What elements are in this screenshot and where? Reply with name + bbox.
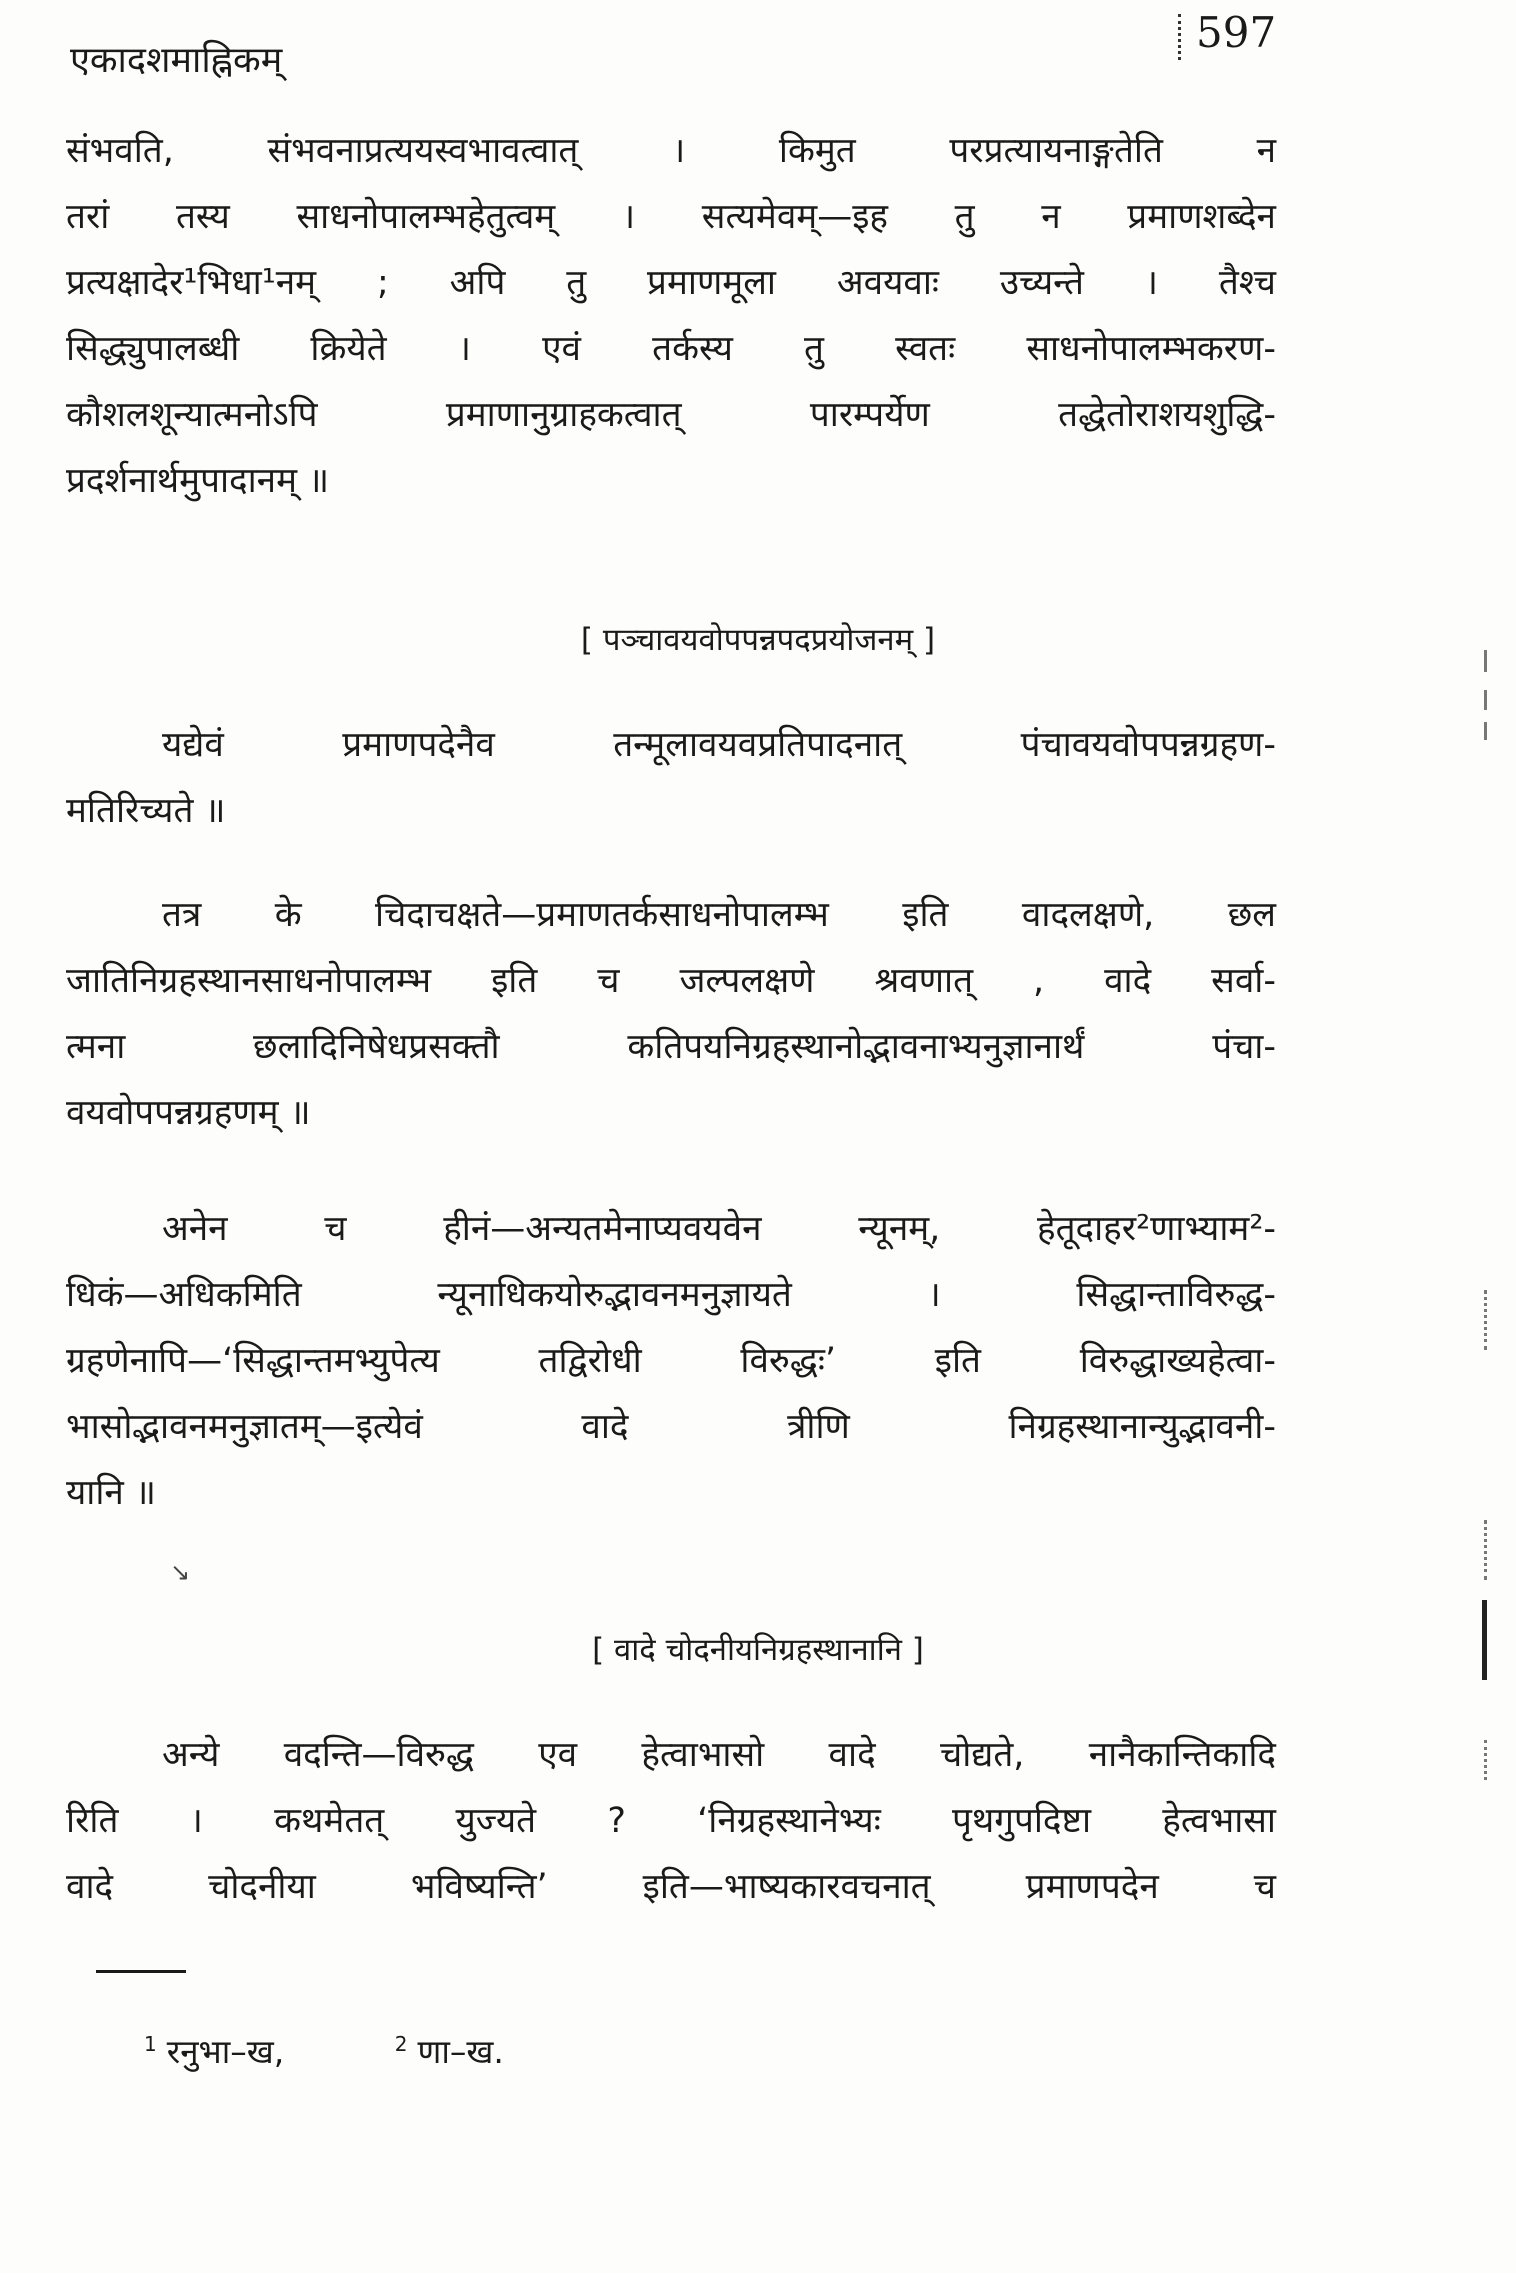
stray-mark: ↘ [170, 1558, 191, 1586]
scan-artifact [1484, 722, 1487, 740]
text-line: तत्र के चिदाचक्षते—प्रमाणतर्कसाधनोपालम्भ इति वादलक्षणे, छल [162, 895, 1276, 935]
footnotes [144, 2028, 604, 2073]
paragraph-1 [66, 118, 1276, 514]
footnote-rule [96, 1970, 186, 1973]
section-heading-2: [ वादे चोदनीयनिग्रहस्थानानि ] [592, 1632, 924, 1668]
text-line: त्मना छलादिनिषेधप्रसक्तौ कतिपयनिग्रहस्थानोद्भावनाभ्यनुज्ञानार्थं पंचा- [66, 1027, 1276, 1067]
paragraph-3 [66, 882, 1276, 1146]
text-line: तरां तस्य साधनोपालम्भहेतुत्वम् । सत्यमेवम्—इह तु न प्रमाणशब्देन [66, 197, 1276, 237]
header-divider [1178, 14, 1183, 60]
text-line: कौशलशून्यात्मनोऽपि प्रमाणानुग्राहकत्वात् पारम्पर्येण तद्धेतोराशयशुद्धि- [66, 395, 1276, 435]
page-number: 597 [1196, 8, 1277, 57]
text-line: अनेन च हीनं—अन्यतमेनाप्यवयवेन न्यूनम्, हेतूदाहर²णाभ्याम²- [162, 1209, 1276, 1249]
text-line: वयवोपपन्नग्रहणम् ॥ [66, 1093, 311, 1133]
paragraph-4 [66, 1196, 1276, 1526]
text-line: वादे चोदनीया भविष्यन्ति’ इति—भाष्यकारवचनात् प्रमाणपदेन च [66, 1867, 1276, 1907]
text-line: अन्ये वदन्ति—विरुद्ध एव हेत्वाभासो वादे चोद्यते, नानैकान्तिकादि [162, 1735, 1276, 1775]
paragraph-5 [66, 1722, 1276, 1920]
footnote [144, 2032, 284, 2071]
scan-artifact [1482, 1600, 1487, 1680]
text-line: जातिनिग्रहस्थानसाधनोपालम्भ इति च जल्पलक्षणे श्रवणात् , वादे सर्वा- [66, 961, 1276, 1001]
text-line: धिकं—अधिकमिति न्यूनाधिकयोरुद्भावनमनुज्ञायते । सिद्धान्ताविरुद्ध- [66, 1275, 1276, 1315]
text-line: यद्येवं प्रमाणपदेनैव तन्मूलावयवप्रतिपादनात् पंचावयवोपपन्नग्रहण- [162, 725, 1276, 765]
footnote-text: णा–ख. [417, 2032, 504, 2071]
text-line: ग्रहणेनापि—‘सिद्धान्तमभ्युपेत्य तद्विरोधी विरुद्धः’ इति विरुद्धाख्यहेत्वा- [66, 1341, 1276, 1381]
text-line: यानि ॥ [66, 1473, 156, 1513]
text-line: भासोद्भावनमनुज्ञातम्—इत्येवं वादे त्रीणि निग्रहस्थानान्युद्भावनी- [66, 1407, 1276, 1447]
text-line: सिद्ध्युपालब्धी क्रियेते । एवं तर्कस्य तु स्वतः साधनोपालम्भकरण- [66, 329, 1276, 369]
scan-artifact [1484, 1740, 1487, 1780]
scan-artifact [1484, 1520, 1487, 1580]
footnote-marker: 2 [394, 2032, 408, 2056]
scan-artifact [1484, 1290, 1487, 1350]
running-title: एकादशमाह्निकम् [70, 40, 283, 81]
text-line: प्रदर्शनार्थमुपादानम् ॥ [66, 461, 330, 501]
text-line: संभवति, संभवनाप्रत्ययस्वभावत्वात् । किमुत परप्रत्यायनाङ्गतेति न [66, 131, 1276, 171]
text-line: रिति । कथमेतत् युज्यते ? ‘निग्रहस्थानेभ्यः पृथगुपदिष्टा हेत्वभासा [66, 1801, 1276, 1841]
footnote-text: रनुभा–ख, [166, 2032, 285, 2071]
footnote-marker: 1 [144, 2032, 157, 2056]
text-line: प्रत्यक्षादेर¹भिधा¹नम् ; अपि तु प्रमाणमूला अवयवाः उच्यन्ते । तैश्च [66, 263, 1276, 303]
text-line: मतिरिच्यते ॥ [66, 791, 226, 831]
scan-artifact [1484, 650, 1487, 672]
scan-artifact [1484, 690, 1487, 710]
section-heading-1: [ पञ्चावयवोपपन्नपदप्रयोजनम् ] [580, 622, 936, 658]
paragraph-2 [66, 712, 1276, 844]
footnote [395, 2032, 504, 2071]
